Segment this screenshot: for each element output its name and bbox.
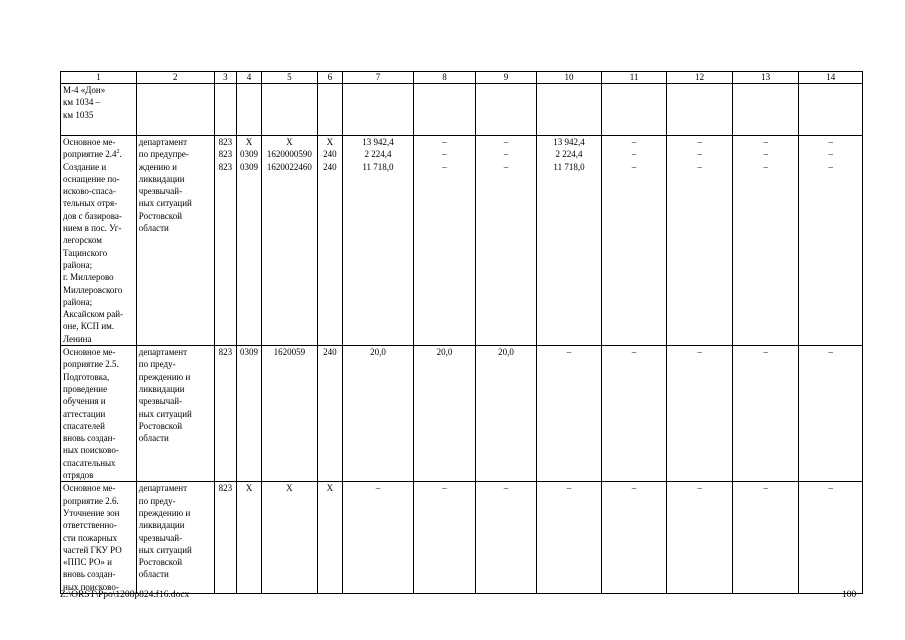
budget-table [60,71,863,594]
executor-line: ликвидации [138,383,185,394]
value-cell-col-5 [261,84,317,136]
description-line: частей ГКУ РО [63,544,122,555]
value-line: 240 [323,149,337,160]
value-cell-col-9 [475,84,536,136]
column-number-10: 10 [537,72,602,84]
description-line: «ППС РО» и [63,557,112,568]
column-number-5: 5 [261,72,317,84]
value-line: 11 718,0 [553,161,585,172]
value-cell-col-8 [414,84,475,136]
value-line: 1620059 [273,347,306,358]
description-line: дов с базирова- [63,210,122,221]
value-cell-col-8 [414,136,475,346]
table-row [61,84,863,136]
executor-line: области [138,569,169,580]
value-cell-col-10 [537,482,602,594]
executor-line: преждению и [138,371,191,382]
executor-line: чрезвычай- [138,532,183,543]
value-line: – [631,161,637,172]
value-line: 20,0 [370,347,386,358]
executor-line: ных ситуаций [138,408,192,419]
value-line: 1620000590 [266,149,312,160]
responsible-executor [136,346,214,482]
value-cell-col-14 [799,84,863,136]
value-cell-col-12 [667,84,733,136]
value-cell-col-12 [667,482,733,594]
value-line: 240 [323,347,337,358]
executor-line: ных ситуаций [138,198,192,209]
description-line: Основное ме- [63,483,116,494]
description-line: ных поисково- [63,445,119,456]
value-cell-col-11 [601,136,667,346]
executor-line: ликвидации [138,173,185,184]
value-line: – [697,149,702,160]
value-line: 240 [323,161,337,172]
value-line: Х [245,137,253,147]
value-line: 2 224,4 [364,149,392,160]
value-line: – [763,347,768,358]
executor-line: чрезвычай- [138,396,183,407]
description-line: км 1034 – [63,97,101,108]
column-number-13: 13 [732,72,799,84]
value-line: 823 [218,137,233,147]
value-line: – [566,347,572,358]
description-line: обучения и [63,396,106,407]
value-line: 823 [218,483,233,494]
table-row [61,346,863,482]
value-cell-col-10 [537,84,602,136]
value-cell-col-14 [799,136,863,346]
value-line: – [503,149,509,160]
value-cell-col-10 [537,346,602,482]
value-line: – [631,137,637,147]
value-line: 13 942,4 [553,137,585,147]
value-cell-col-6 [318,346,343,482]
value-cell-col-8 [414,346,475,482]
footer-file-path: Z:\ORST\Ppo\1208p824.f16.docx [60,590,190,600]
value-cell-col-4 [237,136,262,346]
value-line: – [697,347,702,358]
description-line: района; [63,296,93,307]
column-number-9: 9 [475,72,536,84]
column-number-1: 1 [61,72,137,84]
measure-description [61,346,137,482]
column-number-12: 12 [667,72,733,84]
value-cell-col-9 [475,136,536,346]
value-cell-col-3 [214,136,237,346]
value-cell-col-6 [318,84,343,136]
executor-line: ждению и [138,161,177,172]
page-number: 100 [842,590,857,600]
value-line: – [763,149,768,160]
description-line: оне, КСП им. [63,321,115,332]
value-cell-col-5 [261,482,317,594]
column-number-6: 6 [318,72,343,84]
value-line: 823 [218,149,233,160]
value-line: – [631,347,637,358]
value-cell-col-14 [799,346,863,482]
value-line: – [631,483,637,494]
value-cell-col-14 [799,482,863,594]
value-line: 20,0 [436,347,453,358]
description-line: Миллеровского [63,284,123,295]
value-cell-col-5 [261,346,317,482]
executor-line: по предупре- [138,149,189,160]
column-number-4: 4 [237,72,262,84]
value-line: – [828,347,833,358]
value-line: Х [286,483,293,494]
value-line: – [763,137,768,147]
value-line: – [442,161,447,172]
executor-line: по преду- [138,495,176,506]
value-line: – [828,483,833,494]
value-cell-col-6 [318,482,343,594]
description-line: роприятие 2.5. [63,359,119,370]
value-cell-col-13 [732,346,799,482]
description-line: ответственно- [63,520,117,531]
value-cell-col-13 [732,482,799,594]
executor-line: ных ситуаций [138,544,192,555]
value-line: 823 [218,347,233,358]
description-line: оснащение по- [63,173,120,184]
executor-line: Ростовской [138,210,183,221]
table-row [61,482,863,594]
description-line: сти пожарных [63,532,118,543]
executor-line: департамент [138,347,188,358]
value-line: 0309 [239,347,258,358]
description-line: тельных отря- [63,198,118,209]
value-cell-col-12 [667,136,733,346]
description-line: Создание и [63,161,107,172]
description-line: исково-спаса- [63,186,116,197]
value-cell-col-9 [475,346,536,482]
footnote-mark: 2 [116,149,120,156]
value-line: – [697,161,702,172]
description-line: спасательных [63,457,116,468]
description-line: нием в пос. Уг- [63,223,122,234]
description-line: вновь создан- [63,433,116,444]
value-cell-col-3 [214,482,237,594]
value-line: 823 [218,161,233,172]
value-line: Х [326,137,334,147]
executor-line: Ростовской [138,420,183,431]
executor-line: ликвидации [138,520,185,531]
value-cell-col-7 [342,346,414,482]
description-line: Основное ме- [63,347,116,358]
value-line: – [503,161,509,172]
table-body [61,72,863,594]
value-cell-col-9 [475,482,536,594]
value-line: – [763,483,768,494]
description-line: легорском [63,235,102,246]
value-line: – [442,137,447,147]
value-cell-col-11 [601,482,667,594]
executor-line: чрезвычай- [138,186,183,197]
value-cell-col-4 [237,346,262,482]
value-cell-col-4 [237,482,262,594]
value-cell-col-3 [214,346,237,482]
value-line: – [828,137,833,147]
column-number-14: 14 [799,72,863,84]
description-line: км 1035 [63,109,94,120]
description-line: г. Миллерово [63,272,114,283]
description-line: Ленина [63,333,92,344]
value-cell-col-7 [342,482,414,594]
value-line: Х [326,483,334,494]
value-cell-col-11 [601,84,667,136]
value-cell-col-12 [667,346,733,482]
value-line: – [697,483,702,494]
executor-line: департамент [138,483,188,494]
measure-description [61,482,137,594]
value-cell-col-10 [537,136,602,346]
executor-line: области [138,433,169,444]
executor-line: по преду- [138,359,176,370]
column-number-row [61,72,863,84]
table-row [61,136,863,346]
value-cell-col-4 [237,84,262,136]
description-line: Основное ме- [63,137,116,147]
value-line: 0309 [239,149,258,160]
value-cell-col-13 [732,136,799,346]
description-line: района; [63,259,93,270]
value-cell-col-3 [214,84,237,136]
description-line: Тацинского [63,247,108,258]
value-cell-col-7 [342,84,414,136]
value-cell-col-7 [342,136,414,346]
measure-description [61,84,137,136]
value-line: – [828,149,833,160]
value-line: Х [245,483,253,494]
value-line: – [442,483,447,494]
responsible-executor [136,136,214,346]
value-line: – [503,483,509,494]
value-line: 1620022460 [266,161,312,172]
value-line: – [566,483,572,494]
value-cell-col-13 [732,84,799,136]
responsible-executor [136,84,214,136]
value-cell-col-8 [414,482,475,594]
value-line: 2 224,4 [555,149,583,160]
value-line: 11 718,0 [362,161,394,172]
description-line: вновь создан- [63,569,116,580]
description-line: М-4 «Дон» [63,85,106,95]
responsible-executor [136,482,214,594]
executor-line: преждению и [138,507,191,518]
value-cell-col-5 [261,136,317,346]
description-line: роприятие $2.4^2$. [63,149,122,160]
description-line: проведение [63,383,108,394]
executor-line: области [138,223,169,234]
description-line: отрядов [63,470,94,481]
value-line: – [763,161,768,172]
value-line: – [631,149,637,160]
value-line: Х [286,137,293,147]
value-cell-col-6 [318,136,343,346]
description-line: ных поисково- [63,581,119,592]
value-line: 20,0 [498,347,514,358]
column-number-8: 8 [414,72,475,84]
description-line: Подготовка, [63,371,110,382]
executor-line: Ростовской [138,557,183,568]
value-line: – [442,149,447,160]
column-number-2: 2 [136,72,214,84]
description-line: роприятие 2.6. [63,495,119,506]
executor-line: департамент [138,137,188,147]
value-line: – [828,161,833,172]
description-line: Аксайском рай- [63,309,124,320]
value-line: – [503,137,509,147]
column-number-7: 7 [342,72,414,84]
value-line: – [697,137,702,147]
measure-description [61,136,137,346]
value-line: – [375,483,381,494]
value-line: 0309 [239,161,258,172]
value-line: 13 942,4 [362,137,394,147]
value-cell-col-11 [601,346,667,482]
description-line: аттестации [63,408,106,419]
column-number-11: 11 [601,72,667,84]
description-line: спасателей [63,420,105,431]
description-line: Уточнение зон [63,507,120,518]
column-number-3: 3 [214,72,237,84]
